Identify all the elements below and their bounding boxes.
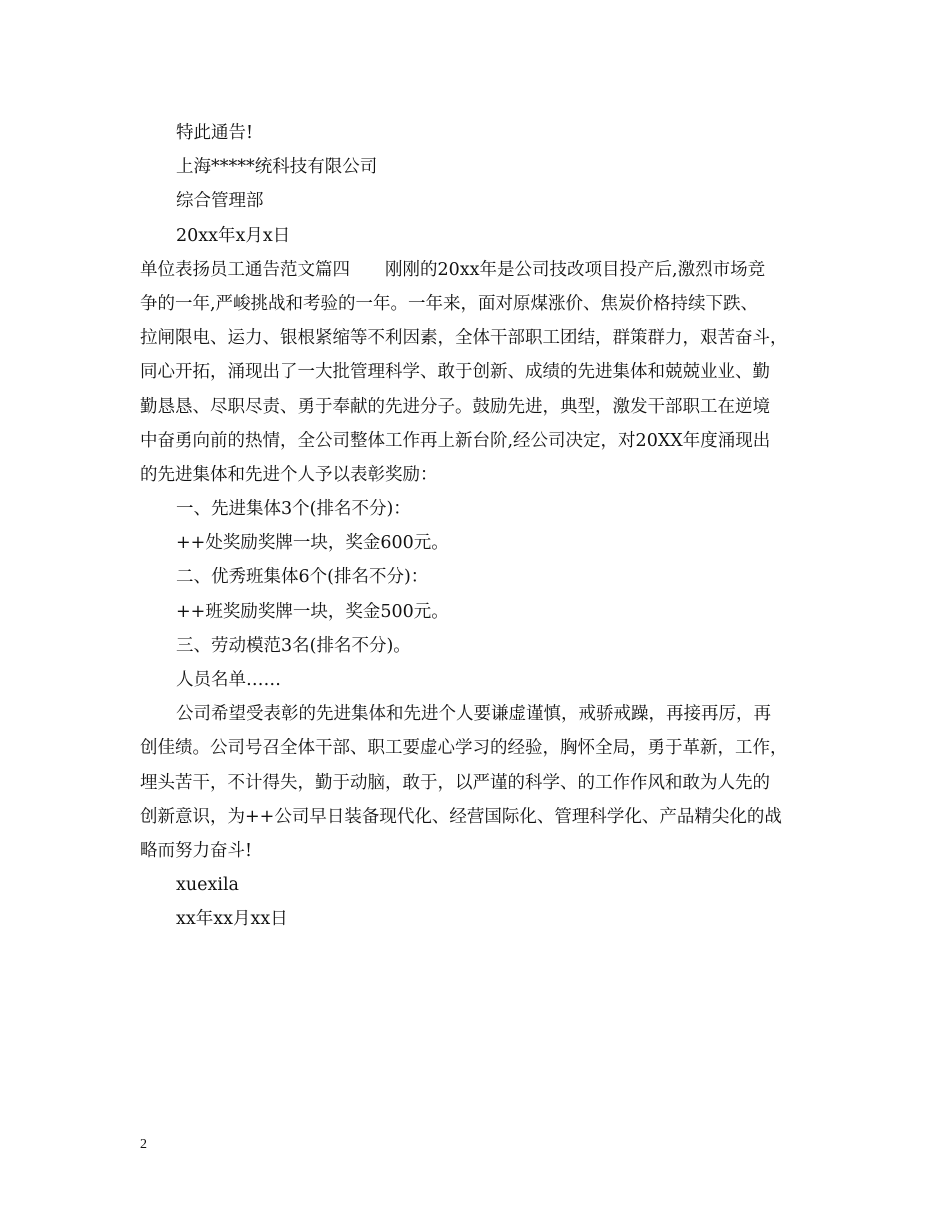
article-line: 中奋勇向前的热情，全公司整体工作再上新台阶,经公司决定，对20XX年度涌现出: [140, 430, 771, 451]
notice-closing: 特此通告!: [176, 123, 254, 143]
award-item: ++处奖励奖牌一块，奖金600元。: [176, 533, 449, 554]
article-line: 拉闸限电、运力、银根紧缩等不利因素，全体干部职工团结，群策群力，艰苦奋斗，: [140, 328, 788, 349]
closing-line: 创新意识，为++公司早日装备现代化、经营国际化、管理科学化、产品精尖化的战: [140, 806, 782, 827]
signature-date: xx年xx月xx日: [176, 909, 288, 930]
article-line: 的先进集体和先进个人予以表彰奖励：: [140, 464, 438, 485]
award-item: 二、优秀班集体6个(排名不分)：: [176, 567, 429, 588]
article-line: 同心开拓，涌现出了一大批管理科学、敢于创新、成绩的先进集体和兢兢业业、勤: [140, 362, 770, 383]
award-item: 三、劳动模范3名(排名不分)。: [176, 635, 411, 656]
article-line: 单位表扬员工通告范文篇四 刚刚的20xx年是公司技改项目投产后,激烈市场竞: [140, 259, 766, 280]
award-item: 人员名单……: [176, 670, 281, 690]
closing-line: 公司希望受表彰的先进集体和先进个人要谦虚谨慎，戒骄戒躁，再接再厉，再: [176, 704, 771, 725]
article-line: 争的一年,严峻挑战和考验的一年。一年来，面对原煤涨价、焦炭价格持续下跌、: [140, 293, 759, 314]
notice-date: 20xx年x月x日: [176, 225, 291, 246]
document-body: [140, 116, 815, 937]
signature-name: xuexila: [176, 875, 239, 896]
award-item: 一、先进集体3个(排名不分)：: [176, 499, 411, 520]
closing-line: 略而努力奋斗!: [140, 840, 253, 861]
department-name: 综合管理部: [176, 191, 264, 212]
article-line: 勤恳恳、尽职尽责、勇于奉献的先进分子。鼓励先进，典型，激发干部职工在逆境: [140, 396, 770, 417]
award-item: ++班奖励奖牌一块，奖金500元。: [176, 601, 449, 622]
closing-line: 创佳绩。公司号召全体干部、职工要虚心学习的经验，胸怀全局，勇于革新，工作，: [140, 738, 788, 759]
page-number: 2: [140, 1137, 147, 1152]
company-name: 上海*****统科技有限公司: [176, 157, 378, 178]
closing-line: 埋头苦干，不计得失，勤于动脑，敢于，以严谨的科学、的工作作风和敢为人先的: [140, 772, 770, 793]
